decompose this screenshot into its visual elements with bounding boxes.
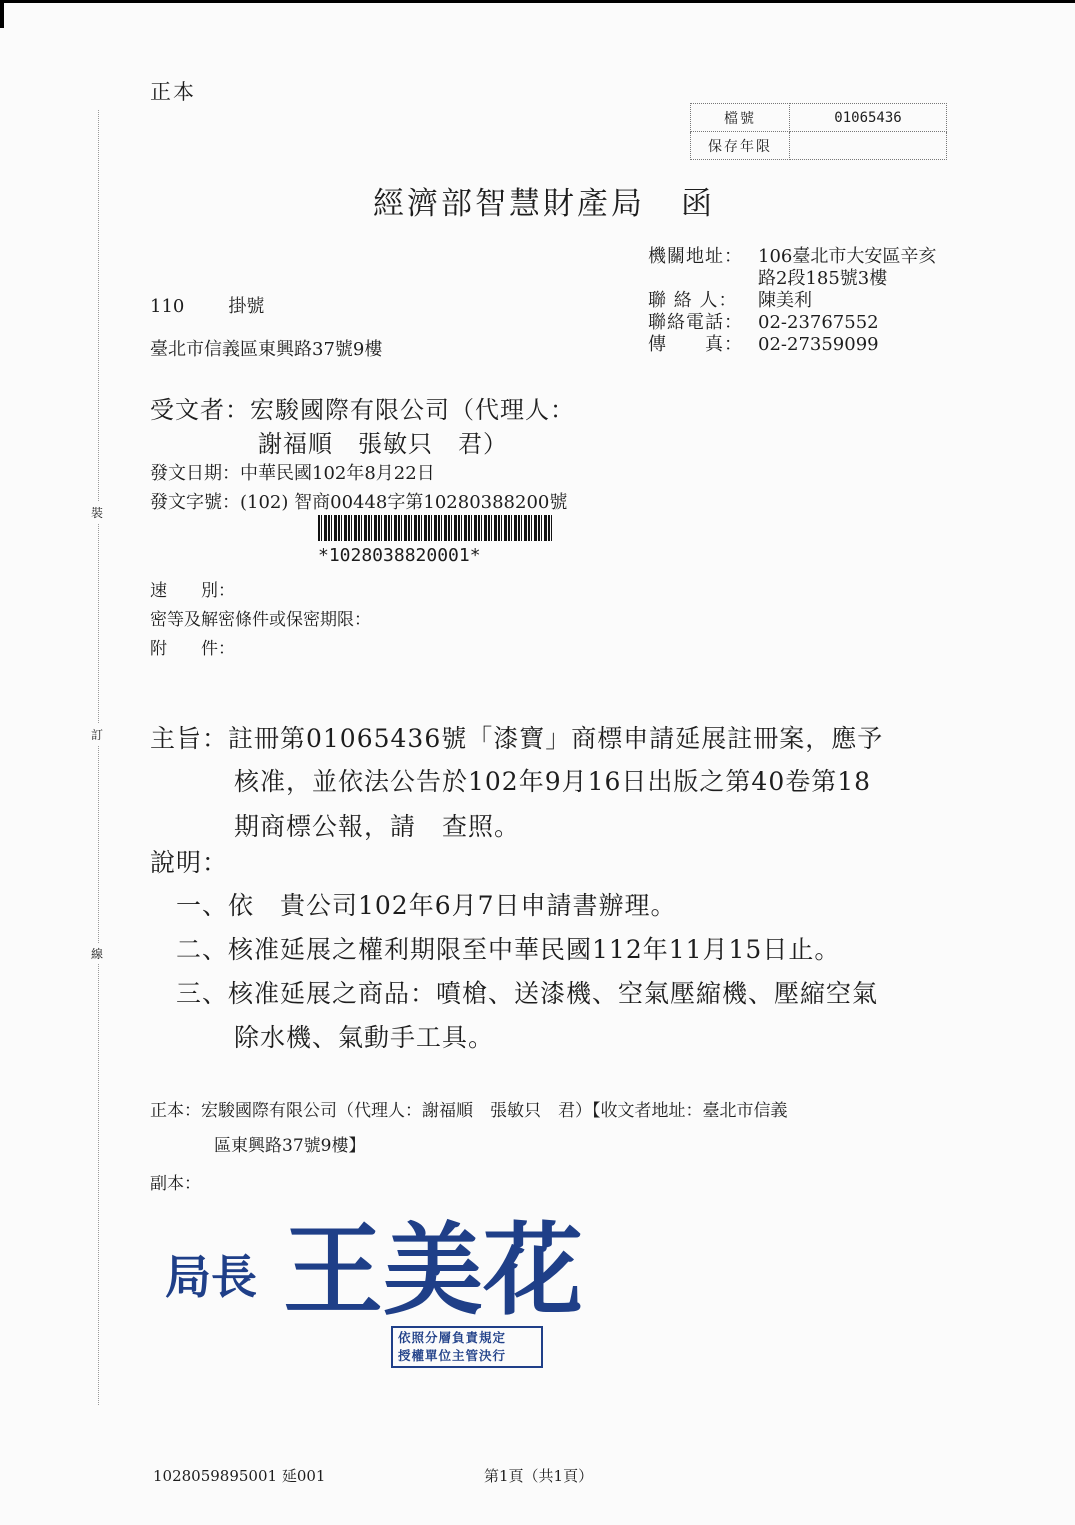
subject-line2: 核准，並依法公告於102年9月16日出版之第40卷第18 bbox=[234, 767, 872, 796]
address-line2: 路2段185號3樓 bbox=[758, 268, 888, 289]
explanation-item3-line1: 三、核准延展之商品：噴槍、送漆機、空氣壓縮機、壓縮空氣 bbox=[176, 979, 879, 1008]
speed-field: 速 別： bbox=[150, 581, 235, 601]
postal-code: 110 bbox=[150, 296, 185, 317]
signature-name: 王美花 bbox=[283, 1211, 583, 1325]
footer-page-number: 第1頁（共1頁） bbox=[484, 1467, 594, 1485]
fax-label: 傳 真： bbox=[648, 334, 743, 355]
stamp-line1: 依照分層負責規定 bbox=[398, 1330, 507, 1345]
address-line1: 106臺北市大安區辛亥 bbox=[758, 246, 937, 267]
delegation-stamp bbox=[391, 1326, 543, 1368]
binding-mark-ding: 訂 bbox=[91, 724, 103, 745]
agency-name: 經濟部智慧財產局 bbox=[373, 186, 645, 222]
original-recipient-line1: 正本：宏駿國際有限公司（代理人：謝福順 張敏只 君）【收文者地址：臺北市信義 bbox=[150, 1101, 788, 1121]
secrecy-field: 密等及解密條件或保密期限： bbox=[150, 610, 371, 630]
binding-mark-zhuang: 裝 bbox=[91, 502, 103, 523]
retention-value bbox=[790, 132, 947, 160]
mailing-address: 臺北市信義區東興路37號9樓 bbox=[150, 339, 383, 360]
issue-number: 發文字號：(102) 智商00448字第10280388200號 bbox=[150, 492, 568, 513]
copy-type-label: 正本 bbox=[150, 80, 196, 104]
explanation-heading: 說明： bbox=[150, 848, 229, 877]
phone-label: 聯絡電話： bbox=[648, 312, 743, 333]
document-type: 函 bbox=[681, 186, 715, 222]
file-no-value: 01065436 bbox=[790, 104, 947, 132]
recipient-line2: 謝福順 張敏只 君） bbox=[258, 430, 508, 458]
explanation-item3-line2: 除水機、氣動手工具。 bbox=[234, 1023, 495, 1052]
person-label: 聯 絡 人： bbox=[648, 290, 738, 311]
recipient-line1: 受文者：宏駿國際有限公司（代理人： bbox=[150, 396, 575, 424]
binding-line bbox=[98, 110, 99, 1405]
footer-doc-id: 1028059895001 延001 bbox=[153, 1467, 326, 1485]
mail-type: 掛號 bbox=[228, 296, 265, 317]
fax-value: 02-27359099 bbox=[758, 334, 879, 355]
attachment-field: 附 件： bbox=[150, 639, 235, 659]
agency-contact-block bbox=[648, 246, 936, 356]
scan-left-edge bbox=[0, 0, 4, 28]
explanation-item1: 一、依 貴公司102年6月7日申請書辦理。 bbox=[176, 891, 677, 920]
person-value: 陳美利 bbox=[758, 290, 812, 311]
mailing-line bbox=[150, 292, 264, 318]
original-recipient-line2: 區東興路37號9樓】 bbox=[214, 1136, 366, 1156]
signature-title: 局長 bbox=[165, 1250, 257, 1304]
file-no-label: 檔號 bbox=[691, 104, 790, 132]
binding-mark-xian: 線 bbox=[91, 943, 103, 964]
barcode-text: *1028038820001* bbox=[318, 545, 481, 566]
subject-line3: 期商標公報，請 查照。 bbox=[234, 812, 521, 841]
director-signature-seal bbox=[165, 1205, 585, 1325]
scan-top-edge bbox=[0, 0, 1075, 26]
document-title bbox=[373, 178, 715, 223]
retention-label: 保存年限 bbox=[691, 132, 790, 160]
record-box bbox=[690, 103, 947, 160]
address-label: 機關地址： bbox=[648, 246, 743, 267]
subject-line1: 主旨：註冊第01065436號「漆寶」商標申請延展註冊案，應予 bbox=[150, 724, 884, 753]
barcode bbox=[318, 515, 554, 541]
stamp-line2: 授權單位主管決行 bbox=[398, 1348, 507, 1363]
explanation-item2: 二、核准延展之權利期限至中華民國112年11月15日止。 bbox=[176, 935, 841, 964]
phone-value: 02-23767552 bbox=[758, 312, 879, 333]
issue-date: 發文日期：中華民國102年8月22日 bbox=[150, 463, 435, 484]
copy-recipient: 副本： bbox=[150, 1174, 201, 1194]
